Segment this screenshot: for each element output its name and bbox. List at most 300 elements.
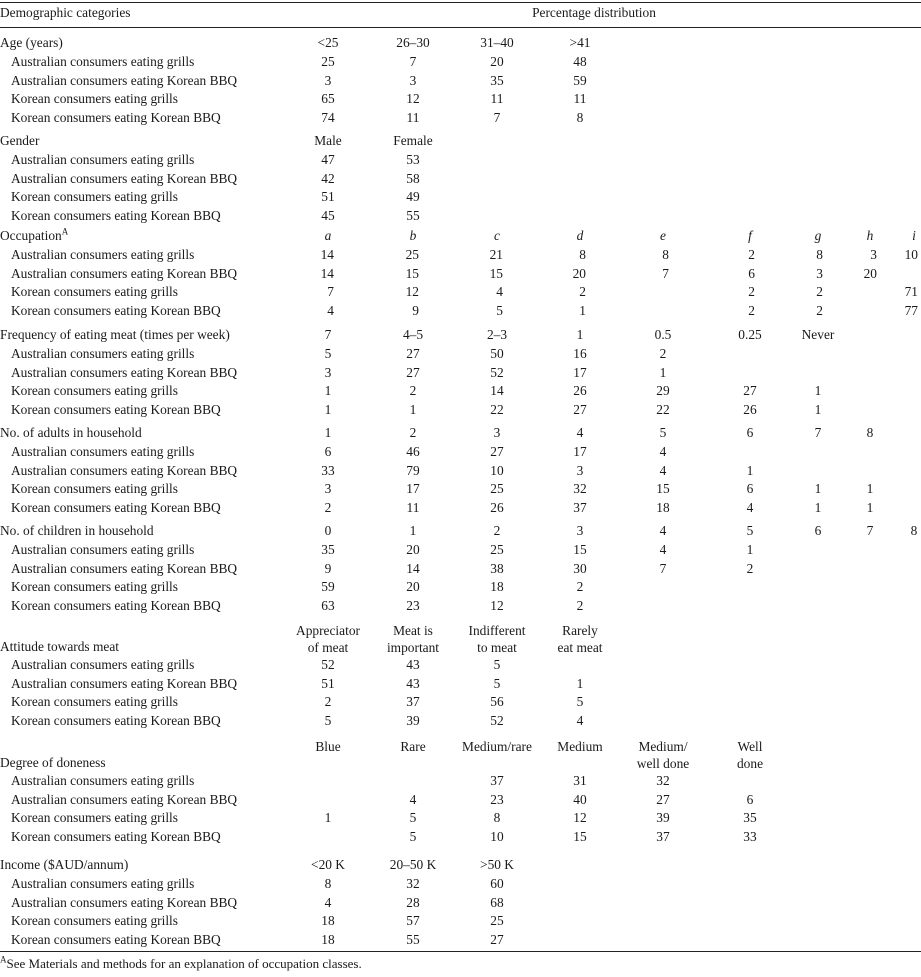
table-cell: 20 (863, 265, 877, 281)
section-header-row (0, 856, 921, 874)
column-header: 2–3 (486, 327, 508, 342)
table-cell: 1 (746, 462, 754, 478)
table-cell: 1 (409, 401, 417, 417)
table-cell: 5 (493, 657, 501, 672)
table-cell: 4 (746, 499, 754, 515)
table-cell: 2 (816, 302, 823, 318)
table-row (0, 656, 921, 674)
table-cell: 2 (576, 579, 584, 595)
section-header-row (0, 34, 921, 52)
table-cell: 1 (866, 499, 874, 515)
footnote-text: See Materials and methods for an explanation of occupation classes. (6, 956, 362, 971)
column-header: i (912, 228, 916, 243)
table-cell: 39 (656, 810, 670, 826)
top-rule (0, 2, 921, 3)
table-cell: 14 (490, 383, 504, 399)
table-row (0, 772, 921, 790)
table-cell: 8 (662, 247, 669, 262)
table-cell: 7 (327, 284, 334, 300)
table-cell: 32 (656, 773, 670, 788)
table-cell: 27 (490, 444, 504, 459)
table-row (0, 931, 921, 949)
table-cell: 68 (490, 894, 504, 910)
table-cell: 25 (405, 247, 419, 262)
row-label: Australian consumers eating Korean BBQ (11, 364, 238, 380)
table-cell: 2 (746, 560, 754, 576)
row-label: Korean consumers eating grills (11, 481, 178, 497)
table-row (0, 90, 921, 108)
row-label: Australian consumers eating Korean BBQ (11, 462, 238, 478)
table-row (0, 207, 921, 225)
table-cell: 25 (490, 913, 504, 929)
table-row (0, 499, 921, 517)
column-header-line: Appreciator (296, 623, 360, 638)
row-label: Australian consumers eating Korean BBQ (11, 170, 238, 186)
column-header: f (748, 228, 752, 243)
table-row (0, 480, 921, 498)
row-label: Australian consumers eating grills (11, 444, 195, 459)
table-cell: 65 (321, 91, 335, 107)
table-cell: 7 (409, 54, 417, 69)
table-row (0, 109, 921, 127)
row-label: Korean consumers eating Korean BBQ (11, 499, 221, 515)
table-cell: 14 (320, 247, 334, 262)
table-cell: 3 (324, 72, 332, 88)
table-cell: 32 (573, 481, 587, 497)
section-header-row (0, 522, 921, 540)
table-cell: 18 (490, 579, 504, 595)
table-cell: 37 (490, 773, 504, 788)
table-cell: 27 (743, 383, 757, 399)
column-header: 0.25 (738, 327, 762, 342)
column-header-line: Rarely (562, 623, 598, 638)
row-label: Korean consumers eating grills (11, 284, 178, 300)
column-header-line: important (386, 640, 440, 655)
table-cell: 17 (573, 444, 587, 459)
table-cell: 8 (816, 247, 823, 262)
table-row (0, 791, 921, 809)
table-cell: 1 (814, 383, 822, 399)
table-cell: 4 (327, 302, 334, 318)
table-cell: 3 (870, 247, 877, 262)
section-title (0, 227, 68, 245)
table-cell: 12 (490, 597, 504, 613)
table-cell: 1 (659, 364, 667, 380)
table-cell: 1 (324, 810, 332, 826)
column-header-line: well done (636, 756, 690, 771)
column-header (557, 738, 602, 755)
column-header-line: Well (737, 739, 763, 754)
table-row (0, 188, 921, 206)
section-title-text: Attitude towards meat (0, 639, 119, 654)
table-row (0, 401, 921, 419)
footnote-marker: A (0, 954, 7, 965)
column-header-line: Meat is (393, 623, 433, 638)
table-cell: 43 (406, 657, 420, 672)
table-cell: 22 (490, 401, 504, 417)
column-header-line: done (736, 756, 764, 771)
table-row (0, 53, 921, 71)
table-cell: 15 (656, 481, 670, 497)
table-cell: 37 (656, 828, 670, 844)
table-cell: 3 (324, 481, 332, 497)
table-cell: 23 (406, 597, 420, 613)
row-label: Korean consumers eating Korean BBQ (11, 712, 221, 728)
table-row (0, 560, 921, 578)
table-row (0, 345, 921, 363)
table-cell: 20 (406, 579, 420, 595)
table-cell: 15 (573, 828, 587, 844)
table-cell: 35 (490, 72, 504, 88)
table-cell: 2 (409, 383, 417, 399)
row-label: Korean consumers eating Korean BBQ (11, 207, 221, 223)
column-header (315, 738, 340, 755)
column-header: a (324, 228, 332, 243)
row-label: Australian consumers eating grills (11, 152, 195, 167)
table-cell: 55 (406, 207, 420, 223)
column-header: Never (801, 327, 835, 342)
row-label: Korean consumers eating Korean BBQ (11, 302, 221, 318)
row-label: Korean consumers eating Korean BBQ (11, 931, 221, 947)
table-cell: 4 (659, 444, 667, 459)
table-cell: 74 (321, 109, 335, 125)
row-label: Australian consumers eating grills (11, 773, 195, 788)
table-cell: 5 (324, 346, 332, 361)
table-cell: 35 (321, 542, 335, 557)
bottom-rule (0, 951, 921, 952)
row-label: Australian consumers eating Korean BBQ (11, 265, 238, 281)
table-cell: 23 (490, 791, 504, 807)
table-cell: 17 (406, 481, 420, 497)
row-label: Korean consumers eating Korean BBQ (11, 109, 221, 125)
table-cell: 7 (659, 560, 667, 576)
table-cell: 1 (579, 302, 586, 318)
table-cell: 50 (490, 346, 504, 361)
table-cell: 10 (490, 462, 504, 478)
table-cell: 35 (743, 810, 757, 826)
column-header-line: Medium (557, 739, 603, 754)
table-row (0, 675, 921, 693)
table-cell: 15 (405, 265, 419, 281)
table-row (0, 912, 921, 930)
table-cell: 2 (816, 284, 823, 300)
table-cell: 4 (496, 284, 503, 300)
table-cell: 43 (406, 675, 420, 691)
column-header: 7 (814, 425, 822, 440)
section-header-row (0, 738, 921, 772)
table-cell: 51 (321, 189, 335, 205)
column-header: 31–40 (480, 35, 514, 50)
column-header: 7 (866, 523, 874, 538)
column-header: c (494, 228, 500, 243)
section-title (0, 132, 39, 150)
table-footnote (0, 955, 362, 973)
table-cell: 26 (743, 401, 757, 417)
table-row (0, 283, 921, 301)
section-title-text: Frequency of eating meat (times per week) (0, 327, 230, 342)
table-cell: 11 (490, 91, 504, 107)
table-row (0, 246, 921, 264)
header-rule (0, 27, 921, 28)
table-cell: 47 (321, 152, 335, 167)
table-cell: 11 (406, 499, 420, 515)
table-cell: 52 (490, 712, 504, 728)
table-row (0, 382, 921, 400)
table-cell: 26 (573, 383, 587, 399)
column-header: Female (393, 133, 433, 148)
table-cell: 22 (656, 401, 670, 417)
table-cell: 1 (576, 675, 584, 691)
column-header: <20 K (311, 857, 345, 872)
column-header: e (660, 228, 666, 243)
table-cell: 18 (321, 913, 335, 929)
table-cell: 58 (406, 170, 420, 186)
section-title-text: Gender (0, 133, 40, 148)
row-label: Australian consumers eating Korean BBQ (11, 560, 238, 576)
table-cell: 52 (490, 364, 504, 380)
row-label: Korean consumers eating grills (11, 694, 178, 710)
table-cell: 30 (573, 560, 587, 576)
column-header: 3 (576, 523, 584, 538)
column-header-line: Medium/rare (462, 739, 532, 754)
table-cell: 37 (573, 499, 587, 515)
table-cell: 45 (321, 207, 335, 223)
table-cell: 59 (573, 72, 587, 88)
section-title (0, 754, 106, 772)
table-cell: 9 (324, 560, 332, 576)
table-cell: 12 (405, 284, 419, 300)
table-row (0, 151, 921, 169)
table-cell: 27 (406, 346, 420, 361)
row-label: Australian consumers eating grills (11, 876, 195, 891)
row-label: Korean consumers eating grills (11, 579, 178, 595)
table-row (0, 170, 921, 188)
row-label: Korean consumers eating grills (11, 91, 178, 107)
table-cell: 40 (573, 791, 587, 807)
row-label: Australian consumers eating grills (11, 346, 195, 361)
row-label: Korean consumers eating grills (11, 913, 178, 929)
table-cell: 4 (659, 462, 667, 478)
table-cell: 21 (489, 247, 503, 262)
table-cell: 6 (746, 791, 754, 807)
column-header-line: Rare (400, 739, 426, 754)
table-cell: 14 (320, 265, 334, 281)
table-row (0, 364, 921, 382)
row-label: Australian consumers eating Korean BBQ (11, 675, 238, 691)
table-cell: 1 (866, 481, 874, 497)
column-header: 4 (659, 523, 667, 538)
row-label: Australian consumers eating grills (11, 542, 195, 557)
table-cell: 5 (324, 712, 332, 728)
column-header: 3 (493, 425, 501, 440)
section-header-row (0, 326, 921, 344)
column-header: 2 (409, 425, 417, 440)
table-cell: 39 (406, 712, 420, 728)
table-cell: 27 (656, 791, 670, 807)
table-cell: 16 (573, 346, 587, 361)
table-cell: 8 (576, 109, 584, 125)
table-cell: 71 (904, 284, 918, 300)
row-label: Australian consumers eating Korean BBQ (11, 791, 238, 807)
table-cell: 28 (406, 894, 420, 910)
row-label: Korean consumers eating grills (11, 189, 178, 205)
table-cell: 57 (406, 913, 420, 929)
column-header-line: Indifferent (468, 623, 526, 638)
table-cell: 4 (576, 712, 584, 728)
table-cell: 20 (572, 265, 586, 281)
table-cell: 6 (324, 444, 332, 459)
table-row (0, 72, 921, 90)
table-cell: 14 (406, 560, 420, 576)
column-header: 6 (814, 523, 822, 538)
table-cell: 6 (746, 481, 754, 497)
table-row (0, 809, 921, 827)
table-cell: 10 (490, 828, 504, 844)
column-header-line: eat meat (557, 640, 603, 655)
table-cell: 20 (490, 54, 504, 69)
table-cell: 3 (324, 364, 332, 380)
table-cell: 25 (321, 54, 335, 69)
table-cell: 18 (321, 931, 335, 947)
row-label: Australian consumers eating grills (11, 247, 195, 262)
table-cell: 5 (409, 828, 417, 844)
section-title-text: Degree of doneness (0, 755, 106, 770)
row-label: Korean consumers eating Korean BBQ (11, 401, 221, 417)
section-title-text: No. of children in household (0, 523, 154, 538)
column-header: Male (314, 133, 342, 148)
table-row (0, 875, 921, 893)
column-header: g (814, 228, 822, 243)
section-title (0, 522, 154, 540)
table-cell: 25 (490, 542, 504, 557)
table-cell: 3 (816, 265, 823, 281)
table-cell: 59 (321, 579, 335, 595)
table-cell: 79 (406, 462, 420, 478)
row-label: Australian consumers eating grills (11, 54, 195, 69)
table-cell: 1 (814, 499, 822, 515)
table-cell: 52 (321, 657, 335, 672)
table-cell: 12 (406, 91, 420, 107)
column-header (558, 622, 603, 656)
table-cell: 1 (324, 383, 332, 399)
table-cell: 5 (576, 694, 584, 710)
table-cell: 27 (490, 931, 504, 947)
table-cell: 1 (324, 401, 332, 417)
section-header-row (0, 424, 921, 442)
table-cell: 27 (573, 401, 587, 417)
table-cell: 25 (490, 481, 504, 497)
column-header: 5 (746, 523, 754, 538)
section-title-text: Income ($AUD/annum) (0, 857, 129, 872)
row-label: Korean consumers eating Korean BBQ (11, 828, 221, 844)
section-title (0, 34, 63, 52)
table-cell: 8 (324, 876, 332, 891)
table-row (0, 693, 921, 711)
column-header: 1 (576, 327, 584, 342)
table-cell: 7 (662, 265, 669, 281)
column-header: 6 (746, 425, 754, 440)
column-header: 4–5 (402, 327, 424, 342)
table-cell: 1 (814, 401, 822, 417)
table-cell: 8 (579, 247, 586, 262)
table-row (0, 541, 921, 559)
table-cell: 46 (406, 444, 420, 459)
table-cell: 33 (743, 828, 757, 844)
column-header (637, 738, 689, 772)
table-cell: 11 (406, 109, 420, 125)
table-cell: 5 (496, 302, 503, 318)
column-header: 26–30 (396, 35, 430, 50)
row-label: Korean consumers eating grills (11, 383, 178, 399)
column-header: >41 (569, 35, 591, 50)
table-cell: 2 (324, 499, 332, 515)
table-cell: 2 (748, 302, 755, 318)
table-cell: 15 (489, 265, 503, 281)
table-cell: 1 (814, 481, 822, 497)
table-row (0, 597, 921, 615)
table-cell: 3 (576, 462, 584, 478)
table-cell: 27 (406, 364, 420, 380)
table-cell: 1 (746, 542, 754, 557)
column-header: 0.5 (654, 327, 672, 342)
row-label: Korean consumers eating grills (11, 810, 178, 826)
row-label: Korean consumers eating Korean BBQ (11, 597, 221, 613)
section-header-row (0, 622, 921, 656)
table-cell: 2 (324, 694, 332, 710)
table-cell: 26 (490, 499, 504, 515)
stub-header: Demographic categories (0, 5, 131, 20)
table-cell: 63 (321, 597, 335, 613)
table-header-row (0, 4, 921, 22)
table-cell: 53 (406, 152, 420, 167)
table-cell: 15 (573, 542, 587, 557)
table-cell: 5 (409, 810, 417, 826)
section-header-row (0, 132, 921, 150)
table-row (0, 894, 921, 912)
column-header: >50 K (480, 857, 514, 872)
column-header (462, 738, 532, 755)
table-cell: 7 (493, 109, 501, 125)
column-header (400, 738, 425, 755)
table-row (0, 578, 921, 596)
column-header-line: to meat (477, 640, 517, 655)
column-header-line: Medium/ (638, 739, 688, 754)
table-cell: 55 (406, 931, 420, 947)
column-header: 8 (910, 523, 918, 538)
table-cell: 56 (490, 694, 504, 710)
column-header-line: Blue (315, 739, 341, 754)
column-header (468, 622, 525, 656)
column-header: 4 (576, 425, 584, 440)
table-row (0, 265, 921, 283)
section-header-row (0, 227, 921, 245)
column-header-line: of meat (307, 640, 349, 655)
table-cell: 29 (656, 383, 670, 399)
section-title-text: Occupation (0, 228, 62, 243)
section-title (0, 326, 230, 344)
column-header: 0 (324, 523, 332, 538)
column-header: <25 (317, 35, 339, 50)
column-header: 20–50 K (389, 857, 437, 872)
column-header: 1 (409, 523, 417, 538)
section-title (0, 856, 128, 874)
table-row (0, 302, 921, 320)
section-title-text: Age (years) (0, 35, 63, 50)
table-cell: 6 (748, 265, 755, 281)
table-cell: 32 (406, 876, 420, 891)
column-header (296, 622, 360, 656)
table-cell: 2 (659, 346, 667, 361)
